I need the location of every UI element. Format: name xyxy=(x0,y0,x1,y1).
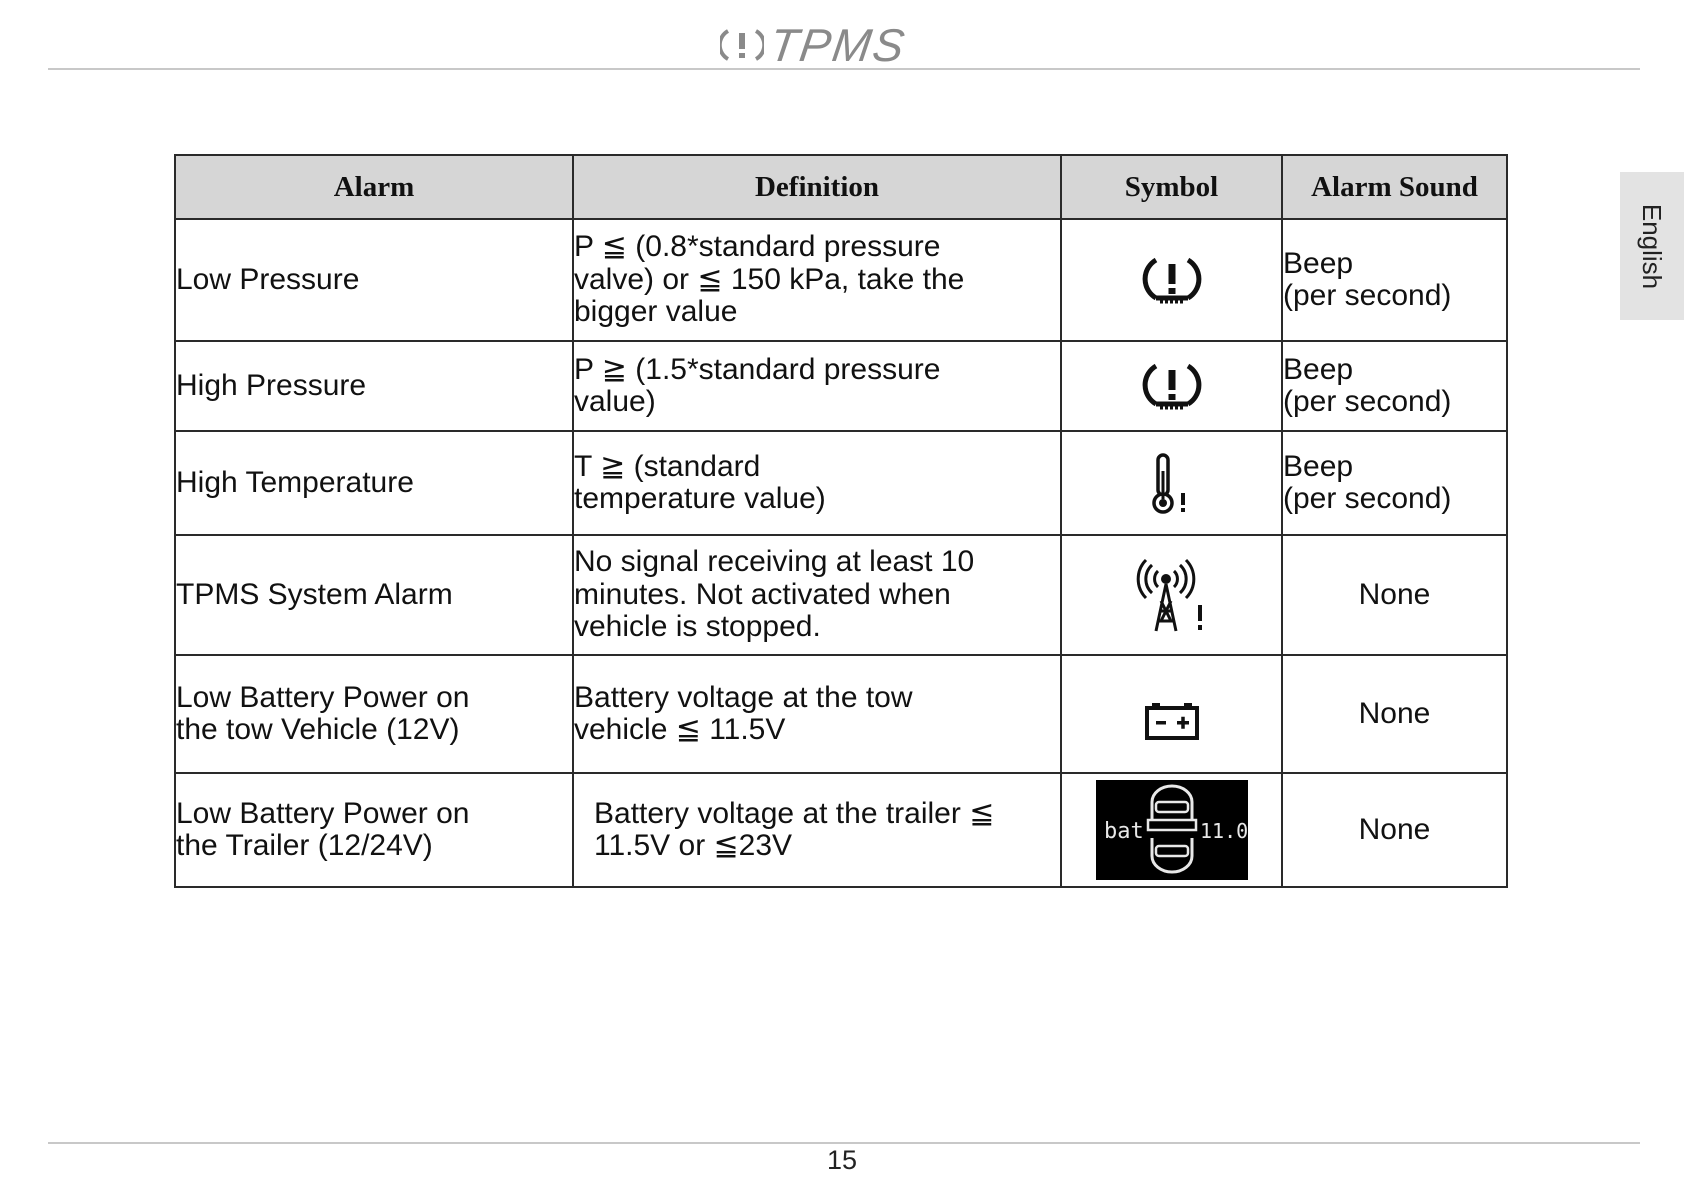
symbol-cell xyxy=(1061,535,1282,655)
page-number: 15 xyxy=(826,1145,858,1175)
symbol-cell xyxy=(1061,431,1282,535)
definition-line: bigger value xyxy=(574,295,738,329)
alarm-cell xyxy=(175,773,573,887)
alarm-cell xyxy=(175,655,573,773)
alarm-sound-cell xyxy=(1282,655,1507,773)
definition-cell xyxy=(573,431,1061,535)
definition-line: valve) or ≦ 150 kPa, take the xyxy=(574,262,965,296)
definition-line: vehicle ≦ 11.5V xyxy=(574,713,786,746)
sound-line: Beep xyxy=(1283,449,1354,483)
alarm-sound-cell xyxy=(1282,431,1507,535)
table-row xyxy=(175,535,1507,655)
header-symbol: Symbol xyxy=(1061,155,1282,219)
definition-line: No signal receiving at least 10 xyxy=(574,545,975,579)
symbol-cell xyxy=(1061,655,1282,773)
table-row xyxy=(175,219,1507,341)
sound-line: (per second) xyxy=(1283,385,1452,418)
definition-line: T ≧ (standard xyxy=(574,449,761,483)
header-definition: Definition xyxy=(573,155,1061,219)
alarm-text: Low Battery Power on xyxy=(176,796,470,830)
definition-cell xyxy=(573,219,1061,341)
lcd-right-text: 11.0 xyxy=(1199,819,1248,843)
sound-line: (per second) xyxy=(1283,482,1452,515)
alarm-cell xyxy=(175,535,573,655)
alarm-text: Low Battery Power on xyxy=(176,680,470,714)
table-row xyxy=(175,773,1507,887)
sound-line: None xyxy=(1358,696,1431,730)
sound-line: (per second) xyxy=(1283,279,1452,312)
alarm-text: High Temperature xyxy=(176,465,414,499)
sound-line: None xyxy=(1358,812,1431,846)
alarm-cell xyxy=(175,341,573,431)
header-rule xyxy=(48,68,1640,70)
alarm-sound-cell xyxy=(1282,219,1507,341)
alarm-text: Low Pressure xyxy=(176,262,360,296)
alarm-text: High Pressure xyxy=(176,368,367,402)
alarm-text: the tow Vehicle (12V) xyxy=(176,713,460,746)
alarm-sound-cell xyxy=(1282,341,1507,431)
definition-line: minutes. Not activated when xyxy=(574,577,951,611)
trailer-battery-display-icon xyxy=(1096,780,1248,880)
sound-line: Beep xyxy=(1283,246,1354,280)
tpms-logo xyxy=(720,20,960,70)
definition-line: Battery voltage at the tow xyxy=(574,680,913,714)
lcd-left-text: bat xyxy=(1103,819,1144,844)
alarm-text: the Trailer (12/24V) xyxy=(176,829,433,862)
definition-cell xyxy=(573,535,1061,655)
alarm-text: TPMS System Alarm xyxy=(176,577,453,611)
symbol-cell xyxy=(1061,341,1282,431)
alarm-sound-cell xyxy=(1282,773,1507,887)
header-alarm-sound: Alarm Sound xyxy=(1282,155,1507,219)
thermometer-warning-icon xyxy=(1147,451,1197,515)
table-row xyxy=(175,655,1507,773)
definition-line: value) xyxy=(574,385,656,418)
tpms-logo-icon xyxy=(720,25,764,65)
definition-line: P ≦ (0.8*standard pressure xyxy=(574,230,941,264)
language-tab xyxy=(1620,172,1684,320)
table-row xyxy=(175,341,1507,431)
table-header-row xyxy=(175,155,1507,219)
signal-antenna-warning-icon xyxy=(1134,555,1210,635)
definition-line: Battery voltage at the trailer ≦ xyxy=(594,796,995,830)
logo-text: TPMS xyxy=(766,19,910,71)
definition-line: P ≧ (1.5*standard pressure xyxy=(574,352,941,386)
alarm-cell xyxy=(175,431,573,535)
sound-line: Beep xyxy=(1283,352,1354,386)
definition-cell xyxy=(573,341,1061,431)
header-alarm: Alarm xyxy=(175,155,573,219)
language-tab-label: English xyxy=(1637,203,1668,289)
definition-line: 11.5V or ≦23V xyxy=(594,829,793,862)
definition-cell xyxy=(573,655,1061,773)
definition-cell xyxy=(573,773,1061,887)
table-row xyxy=(175,431,1507,535)
definition-line: temperature value) xyxy=(574,482,826,515)
tire-pressure-warning-icon xyxy=(1142,254,1202,306)
battery-icon xyxy=(1144,701,1200,741)
sound-line: None xyxy=(1358,577,1431,611)
symbol-cell xyxy=(1061,773,1282,887)
footer-rule xyxy=(48,1142,1640,1144)
alarm-cell xyxy=(175,219,573,341)
symbol-cell xyxy=(1061,219,1282,341)
tire-pressure-warning-icon xyxy=(1142,360,1202,412)
definition-line: vehicle is stopped. xyxy=(574,610,821,644)
alarm-sound-cell xyxy=(1282,535,1507,655)
alarm-table xyxy=(174,154,1508,888)
